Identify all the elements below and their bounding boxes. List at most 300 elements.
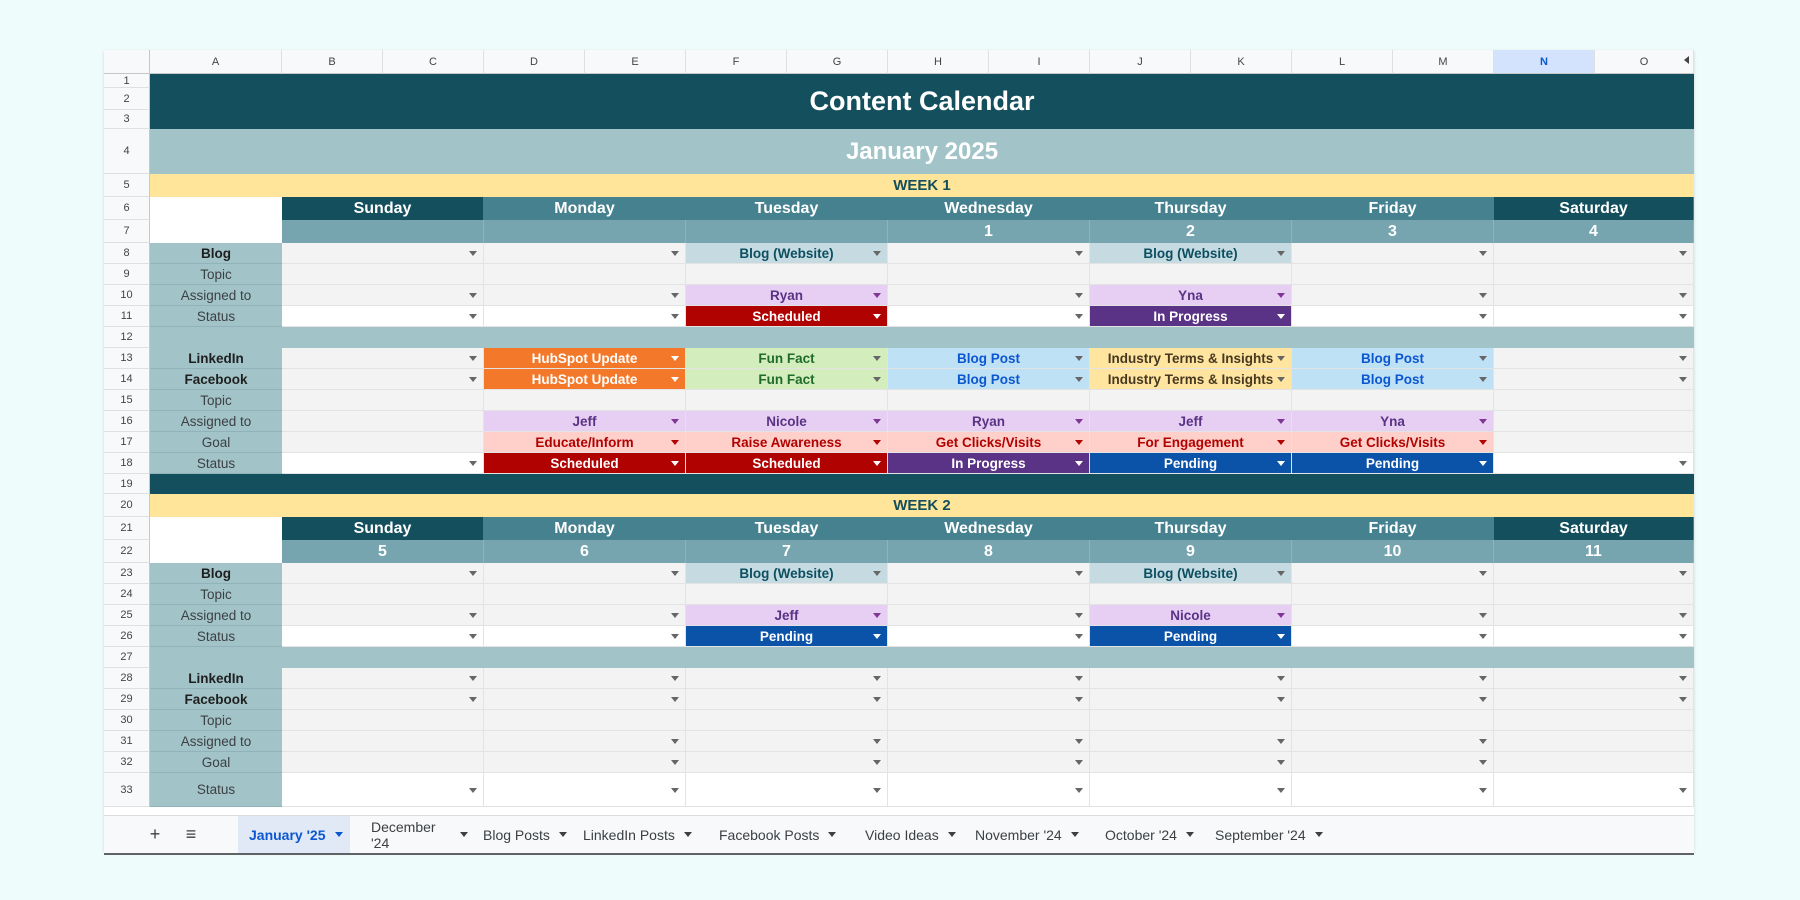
empty-dropdown-cell[interactable] — [282, 369, 484, 390]
empty-dropdown-cell[interactable] — [888, 731, 1090, 752]
empty-dropdown-cell[interactable] — [888, 563, 1090, 584]
empty-dropdown-cell[interactable] — [888, 626, 1090, 647]
empty-dropdown-cell[interactable] — [282, 731, 484, 752]
row-header-26[interactable]: 26 — [104, 626, 150, 647]
row-header-5[interactable]: 5 — [104, 174, 150, 197]
row-header-16[interactable]: 16 — [104, 411, 150, 432]
empty-dropdown-cell[interactable] — [1292, 563, 1494, 584]
chevron-down-icon[interactable] — [1075, 419, 1083, 424]
row-header-21[interactable]: 21 — [104, 517, 150, 540]
row-header-32[interactable]: 32 — [104, 752, 150, 773]
empty-cell[interactable] — [484, 710, 686, 731]
chevron-down-icon[interactable] — [1479, 634, 1487, 639]
column-header-a[interactable]: A — [150, 50, 282, 74]
row-header-20[interactable]: 20 — [104, 494, 150, 517]
empty-cell[interactable] — [282, 710, 484, 731]
empty-dropdown-cell[interactable] — [888, 752, 1090, 773]
chevron-down-icon[interactable] — [1075, 760, 1083, 765]
empty-cell[interactable] — [282, 264, 484, 285]
chevron-down-icon[interactable] — [1679, 613, 1687, 618]
select-all-corner[interactable] — [104, 50, 150, 74]
empty-dropdown-cell[interactable] — [1494, 752, 1694, 773]
empty-dropdown-cell[interactable] — [1090, 668, 1292, 689]
empty-cell[interactable] — [1292, 584, 1494, 605]
empty-dropdown-cell[interactable] — [1292, 285, 1494, 306]
empty-dropdown-cell[interactable] — [484, 773, 686, 807]
empty-dropdown-cell[interactable] — [484, 689, 686, 710]
calendar-chip-assigned[interactable]: Jeff — [484, 411, 686, 432]
chevron-down-icon[interactable] — [1479, 697, 1487, 702]
chevron-down-icon[interactable] — [1075, 788, 1083, 793]
chevron-down-icon[interactable] — [873, 634, 881, 639]
empty-cell[interactable] — [1292, 710, 1494, 731]
empty-cell[interactable] — [1090, 584, 1292, 605]
row-header-27[interactable]: 27 — [104, 647, 150, 668]
empty-dropdown-cell[interactable] — [484, 285, 686, 306]
chevron-down-icon[interactable] — [1277, 293, 1285, 298]
calendar-chip-goal[interactable]: For Engagement — [1090, 432, 1292, 453]
chevron-down-icon[interactable] — [1075, 440, 1083, 445]
chevron-down-icon[interactable] — [873, 377, 881, 382]
chevron-down-icon[interactable] — [1479, 419, 1487, 424]
row-header-28[interactable]: 28 — [104, 668, 150, 689]
chevron-down-icon[interactable] — [671, 440, 679, 445]
empty-dropdown-cell[interactable] — [1494, 453, 1694, 474]
chevron-down-icon[interactable] — [1075, 571, 1083, 576]
chevron-down-icon[interactable] — [1479, 461, 1487, 466]
empty-dropdown-cell[interactable] — [484, 731, 686, 752]
chevron-down-icon[interactable] — [671, 788, 679, 793]
empty-cell[interactable] — [686, 390, 888, 411]
row-header-17[interactable]: 17 — [104, 432, 150, 453]
column-header-f[interactable]: F — [686, 50, 787, 74]
chevron-down-icon[interactable] — [1679, 697, 1687, 702]
chevron-down-icon[interactable] — [1479, 251, 1487, 256]
empty-cell[interactable] — [282, 432, 484, 453]
empty-dropdown-cell[interactable] — [1494, 369, 1694, 390]
calendar-chip-assigned[interactable]: Nicole — [1090, 605, 1292, 626]
chevron-down-icon[interactable] — [671, 697, 679, 702]
calendar-chip-linkedin[interactable]: Industry Terms & Insights — [1090, 348, 1292, 369]
chevron-down-icon[interactable] — [1679, 377, 1687, 382]
calendar-chip-blog[interactable]: Blog (Website) — [686, 563, 888, 584]
empty-cell[interactable] — [1292, 390, 1494, 411]
empty-cell[interactable] — [1494, 432, 1694, 453]
calendar-chip-assigned[interactable]: Nicole — [686, 411, 888, 432]
empty-dropdown-cell[interactable] — [1292, 752, 1494, 773]
column-header-c[interactable]: C — [383, 50, 484, 74]
column-header-m[interactable]: M — [1393, 50, 1494, 74]
empty-dropdown-cell[interactable] — [484, 605, 686, 626]
calendar-chip-goal[interactable]: Get Clicks/Visits — [1292, 432, 1494, 453]
row-header-3[interactable]: 3 — [104, 110, 150, 129]
row-header-13[interactable]: 13 — [104, 348, 150, 369]
empty-dropdown-cell[interactable] — [1494, 348, 1694, 369]
empty-dropdown-cell[interactable] — [888, 306, 1090, 327]
chevron-down-icon[interactable] — [873, 314, 881, 319]
chevron-down-icon[interactable] — [1679, 676, 1687, 681]
empty-dropdown-cell[interactable] — [1494, 563, 1694, 584]
chevron-down-icon[interactable] — [873, 571, 881, 576]
calendar-chip-status[interactable]: Scheduled — [686, 306, 888, 327]
sheet-tab[interactable] — [572, 816, 704, 853]
empty-cell[interactable] — [1494, 264, 1694, 285]
chevron-down-icon[interactable] — [1075, 634, 1083, 639]
row-header-30[interactable]: 30 — [104, 710, 150, 731]
chevron-down-icon[interactable] — [671, 461, 679, 466]
chevron-down-icon[interactable] — [1479, 377, 1487, 382]
chevron-down-icon[interactable] — [469, 697, 477, 702]
column-header-i[interactable]: I — [989, 50, 1090, 74]
chevron-down-icon[interactable] — [1479, 440, 1487, 445]
chevron-down-icon[interactable] — [1479, 314, 1487, 319]
chevron-down-icon[interactable] — [671, 739, 679, 744]
chevron-down-icon[interactable] — [1479, 676, 1487, 681]
chevron-down-icon[interactable] — [469, 634, 477, 639]
empty-dropdown-cell[interactable] — [1494, 285, 1694, 306]
calendar-chip-goal[interactable]: Educate/Inform — [484, 432, 686, 453]
column-header-b[interactable]: B — [282, 50, 383, 74]
chevron-down-icon[interactable] — [469, 676, 477, 681]
chevron-down-icon[interactable] — [671, 676, 679, 681]
empty-dropdown-cell[interactable] — [282, 348, 484, 369]
empty-dropdown-cell[interactable] — [1090, 689, 1292, 710]
empty-dropdown-cell[interactable] — [282, 773, 484, 807]
empty-cell[interactable] — [888, 264, 1090, 285]
row-header-1[interactable]: 1 — [104, 74, 150, 88]
calendar-chip-status[interactable]: Pending — [1292, 453, 1494, 474]
calendar-chip-linkedin[interactable]: HubSpot Update — [484, 348, 686, 369]
chevron-down-icon[interactable] — [1679, 251, 1687, 256]
empty-cell[interactable] — [1090, 390, 1292, 411]
calendar-chip-assigned[interactable]: Ryan — [686, 285, 888, 306]
calendar-chip-facebook[interactable]: Fun Fact — [686, 369, 888, 390]
chevron-down-icon[interactable] — [1277, 571, 1285, 576]
chevron-down-icon[interactable] — [1277, 314, 1285, 319]
chevron-down-icon[interactable] — [873, 760, 881, 765]
chevron-down-icon[interactable] — [1277, 461, 1285, 466]
row-header-23[interactable]: 23 — [104, 563, 150, 584]
chevron-down-icon[interactable] — [948, 832, 956, 837]
row-header-31[interactable]: 31 — [104, 731, 150, 752]
empty-cell[interactable] — [888, 710, 1090, 731]
calendar-chip-facebook[interactable]: Blog Post — [888, 369, 1090, 390]
chevron-down-icon[interactable] — [1679, 461, 1687, 466]
empty-dropdown-cell[interactable] — [1090, 752, 1292, 773]
column-header-e[interactable]: E — [585, 50, 686, 74]
empty-cell[interactable] — [1090, 264, 1292, 285]
chevron-down-icon[interactable] — [671, 760, 679, 765]
chevron-down-icon[interactable] — [828, 832, 836, 837]
empty-cell[interactable] — [282, 584, 484, 605]
empty-cell[interactable] — [282, 390, 484, 411]
chevron-down-icon[interactable] — [1479, 293, 1487, 298]
chevron-down-icon[interactable] — [873, 697, 881, 702]
empty-cell[interactable] — [282, 411, 484, 432]
calendar-chip-status[interactable]: Pending — [686, 626, 888, 647]
chevron-down-icon[interactable] — [671, 293, 679, 298]
row-header-11[interactable]: 11 — [104, 306, 150, 327]
calendar-chip-status[interactable]: Pending — [1090, 453, 1292, 474]
row-header-22[interactable]: 22 — [104, 540, 150, 563]
sheet-tab[interactable] — [1204, 816, 1340, 853]
empty-dropdown-cell[interactable] — [1494, 773, 1694, 807]
empty-dropdown-cell[interactable] — [282, 752, 484, 773]
empty-dropdown-cell[interactable] — [1494, 306, 1694, 327]
chevron-down-icon[interactable] — [873, 676, 881, 681]
chevron-down-icon[interactable] — [1075, 739, 1083, 744]
row-header-6[interactable]: 6 — [104, 197, 150, 220]
chevron-down-icon[interactable] — [684, 832, 692, 837]
empty-dropdown-cell[interactable] — [1292, 605, 1494, 626]
row-header-9[interactable]: 9 — [104, 264, 150, 285]
column-header-o[interactable]: O — [1595, 50, 1694, 74]
empty-dropdown-cell[interactable] — [484, 306, 686, 327]
calendar-chip-status[interactable]: In Progress — [888, 453, 1090, 474]
chevron-down-icon[interactable] — [1479, 739, 1487, 744]
chevron-down-icon[interactable] — [1277, 788, 1285, 793]
empty-cell[interactable] — [1494, 390, 1694, 411]
sheet-tab[interactable] — [238, 816, 350, 853]
chevron-down-icon[interactable] — [1479, 571, 1487, 576]
empty-dropdown-cell[interactable] — [282, 668, 484, 689]
chevron-down-icon[interactable] — [873, 293, 881, 298]
empty-cell[interactable] — [1090, 710, 1292, 731]
calendar-chip-goal[interactable]: Raise Awareness — [686, 432, 888, 453]
empty-dropdown-cell[interactable] — [888, 605, 1090, 626]
chevron-down-icon[interactable] — [559, 832, 567, 837]
empty-dropdown-cell[interactable] — [686, 731, 888, 752]
chevron-down-icon[interactable] — [1071, 832, 1079, 837]
empty-dropdown-cell[interactable] — [1494, 689, 1694, 710]
calendar-chip-goal[interactable]: Get Clicks/Visits — [888, 432, 1090, 453]
chevron-down-icon[interactable] — [1679, 634, 1687, 639]
chevron-down-icon[interactable] — [1277, 377, 1285, 382]
empty-dropdown-cell[interactable] — [1494, 605, 1694, 626]
row-header-7[interactable]: 7 — [104, 220, 150, 243]
empty-cell[interactable] — [888, 390, 1090, 411]
empty-dropdown-cell[interactable] — [686, 752, 888, 773]
chevron-down-icon[interactable] — [671, 634, 679, 639]
chevron-down-icon[interactable] — [1277, 634, 1285, 639]
calendar-chip-status[interactable]: In Progress — [1090, 306, 1292, 327]
empty-dropdown-cell[interactable] — [888, 689, 1090, 710]
column-header-h[interactable]: H — [888, 50, 989, 74]
empty-dropdown-cell[interactable] — [1292, 626, 1494, 647]
empty-cell[interactable] — [1292, 264, 1494, 285]
chevron-down-icon[interactable] — [671, 251, 679, 256]
empty-dropdown-cell[interactable] — [484, 626, 686, 647]
chevron-down-icon[interactable] — [1277, 613, 1285, 618]
empty-dropdown-cell[interactable] — [1292, 306, 1494, 327]
empty-dropdown-cell[interactable] — [888, 668, 1090, 689]
empty-dropdown-cell[interactable] — [282, 285, 484, 306]
chevron-down-icon[interactable] — [873, 461, 881, 466]
sheet-tab[interactable] — [360, 816, 468, 853]
calendar-chip-blog[interactable]: Blog (Website) — [686, 243, 888, 264]
chevron-down-icon[interactable] — [469, 293, 477, 298]
empty-dropdown-cell[interactable] — [282, 689, 484, 710]
sheet-tab[interactable] — [964, 816, 1090, 853]
calendar-chip-status[interactable]: Scheduled — [484, 453, 686, 474]
empty-dropdown-cell[interactable] — [1292, 689, 1494, 710]
column-header-d[interactable]: D — [484, 50, 585, 74]
calendar-chip-facebook[interactable]: Blog Post — [1292, 369, 1494, 390]
chevron-down-icon[interactable] — [469, 356, 477, 361]
calendar-chip-linkedin[interactable]: Fun Fact — [686, 348, 888, 369]
chevron-down-icon[interactable] — [1186, 832, 1194, 837]
row-header-19[interactable]: 19 — [104, 474, 150, 494]
calendar-chip-linkedin[interactable]: Blog Post — [888, 348, 1090, 369]
add-sheet-button[interactable] — [140, 816, 170, 853]
chevron-down-icon[interactable] — [469, 788, 477, 793]
empty-cell[interactable] — [484, 584, 686, 605]
chevron-down-icon[interactable] — [1277, 739, 1285, 744]
empty-dropdown-cell[interactable] — [888, 243, 1090, 264]
calendar-chip-assigned[interactable]: Yna — [1292, 411, 1494, 432]
empty-cell[interactable] — [888, 584, 1090, 605]
row-header-10[interactable]: 10 — [104, 285, 150, 306]
chevron-down-icon[interactable] — [1075, 314, 1083, 319]
row-header-24[interactable]: 24 — [104, 584, 150, 605]
chevron-down-icon[interactable] — [671, 613, 679, 618]
chevron-down-icon[interactable] — [1479, 613, 1487, 618]
column-header-l[interactable]: L — [1292, 50, 1393, 74]
chevron-down-icon[interactable] — [671, 571, 679, 576]
empty-dropdown-cell[interactable] — [1292, 243, 1494, 264]
chevron-down-icon[interactable] — [335, 832, 343, 837]
calendar-chip-assigned[interactable]: Jeff — [1090, 411, 1292, 432]
chevron-down-icon[interactable] — [1075, 251, 1083, 256]
empty-dropdown-cell[interactable] — [1494, 668, 1694, 689]
empty-dropdown-cell[interactable] — [282, 605, 484, 626]
chevron-down-icon[interactable] — [671, 377, 679, 382]
all-sheets-button[interactable] — [176, 816, 206, 853]
empty-dropdown-cell[interactable] — [282, 243, 484, 264]
chevron-down-icon[interactable] — [469, 377, 477, 382]
empty-cell[interactable] — [1494, 411, 1694, 432]
empty-dropdown-cell[interactable] — [686, 773, 888, 807]
empty-dropdown-cell[interactable] — [484, 243, 686, 264]
chevron-down-icon[interactable] — [1277, 760, 1285, 765]
column-header-k[interactable]: K — [1191, 50, 1292, 74]
calendar-chip-linkedin[interactable]: Blog Post — [1292, 348, 1494, 369]
chevron-down-icon[interactable] — [1479, 760, 1487, 765]
empty-dropdown-cell[interactable] — [1090, 773, 1292, 807]
calendar-chip-status[interactable]: Pending — [1090, 626, 1292, 647]
chevron-down-icon[interactable] — [671, 419, 679, 424]
empty-dropdown-cell[interactable] — [888, 285, 1090, 306]
column-header-j[interactable]: J — [1090, 50, 1191, 74]
chevron-down-icon[interactable] — [1679, 314, 1687, 319]
chevron-down-icon[interactable] — [1679, 293, 1687, 298]
empty-cell[interactable] — [686, 710, 888, 731]
chevron-down-icon[interactable] — [873, 251, 881, 256]
column-header-n[interactable]: N — [1494, 50, 1595, 74]
sheet-tab[interactable] — [708, 816, 848, 853]
row-header-15[interactable]: 15 — [104, 390, 150, 411]
calendar-chip-status[interactable]: Scheduled — [686, 453, 888, 474]
empty-cell[interactable] — [686, 264, 888, 285]
empty-cell[interactable] — [1494, 710, 1694, 731]
calendar-chip-assigned[interactable]: Jeff — [686, 605, 888, 626]
row-header-25[interactable]: 25 — [104, 605, 150, 626]
chevron-down-icon[interactable] — [1075, 377, 1083, 382]
chevron-down-icon[interactable] — [1075, 461, 1083, 466]
row-header-33[interactable]: 33 — [104, 773, 150, 807]
row-header-18[interactable]: 18 — [104, 453, 150, 474]
empty-dropdown-cell[interactable] — [888, 773, 1090, 807]
chevron-down-icon[interactable] — [1679, 356, 1687, 361]
empty-dropdown-cell[interactable] — [484, 563, 686, 584]
column-header-g[interactable]: G — [787, 50, 888, 74]
sheet-tab[interactable] — [472, 816, 568, 853]
sheet-tab[interactable] — [854, 816, 960, 853]
empty-dropdown-cell[interactable] — [282, 306, 484, 327]
chevron-down-icon[interactable] — [1075, 697, 1083, 702]
chevron-down-icon[interactable] — [1277, 697, 1285, 702]
chevron-down-icon[interactable] — [1277, 440, 1285, 445]
chevron-down-icon[interactable] — [469, 461, 477, 466]
row-header-12[interactable]: 12 — [104, 327, 150, 348]
row-header-29[interactable]: 29 — [104, 689, 150, 710]
calendar-chip-facebook[interactable]: HubSpot Update — [484, 369, 686, 390]
calendar-chip-facebook[interactable]: Industry Terms & Insights — [1090, 369, 1292, 390]
chevron-down-icon[interactable] — [1479, 788, 1487, 793]
empty-cell[interactable] — [484, 264, 686, 285]
chevron-down-icon[interactable] — [1315, 832, 1323, 837]
empty-dropdown-cell[interactable] — [1494, 626, 1694, 647]
chevron-down-icon[interactable] — [873, 788, 881, 793]
empty-cell[interactable] — [1494, 584, 1694, 605]
empty-dropdown-cell[interactable] — [484, 752, 686, 773]
chevron-down-icon[interactable] — [1075, 676, 1083, 681]
row-header-14[interactable]: 14 — [104, 369, 150, 390]
chevron-down-icon[interactable] — [873, 440, 881, 445]
chevron-down-icon[interactable] — [460, 832, 468, 837]
empty-dropdown-cell[interactable] — [282, 563, 484, 584]
empty-dropdown-cell[interactable] — [1292, 731, 1494, 752]
row-header-8[interactable]: 8 — [104, 243, 150, 264]
chevron-down-icon[interactable] — [1277, 676, 1285, 681]
chevron-down-icon[interactable] — [671, 314, 679, 319]
chevron-down-icon[interactable] — [469, 251, 477, 256]
chevron-down-icon[interactable] — [1479, 356, 1487, 361]
chevron-down-icon[interactable] — [1075, 356, 1083, 361]
chevron-down-icon[interactable] — [1679, 788, 1687, 793]
empty-cell[interactable] — [484, 390, 686, 411]
empty-dropdown-cell[interactable] — [282, 453, 484, 474]
chevron-down-icon[interactable] — [671, 356, 679, 361]
chevron-down-icon[interactable] — [469, 571, 477, 576]
chevron-down-icon[interactable] — [1075, 293, 1083, 298]
chevron-down-icon[interactable] — [1277, 251, 1285, 256]
empty-dropdown-cell[interactable] — [686, 689, 888, 710]
empty-dropdown-cell[interactable] — [1292, 773, 1494, 807]
empty-dropdown-cell[interactable] — [484, 668, 686, 689]
calendar-chip-assigned[interactable]: Yna — [1090, 285, 1292, 306]
chevron-down-icon[interactable] — [1679, 571, 1687, 576]
chevron-down-icon[interactable] — [873, 419, 881, 424]
sheet-tab[interactable] — [1094, 816, 1200, 853]
chevron-down-icon[interactable] — [1075, 613, 1083, 618]
scroll-left-icon[interactable] — [1684, 56, 1689, 64]
chevron-down-icon[interactable] — [873, 739, 881, 744]
chevron-down-icon[interactable] — [469, 314, 477, 319]
calendar-chip-blog[interactable]: Blog (Website) — [1090, 243, 1292, 264]
empty-dropdown-cell[interactable] — [686, 668, 888, 689]
empty-dropdown-cell[interactable] — [282, 626, 484, 647]
